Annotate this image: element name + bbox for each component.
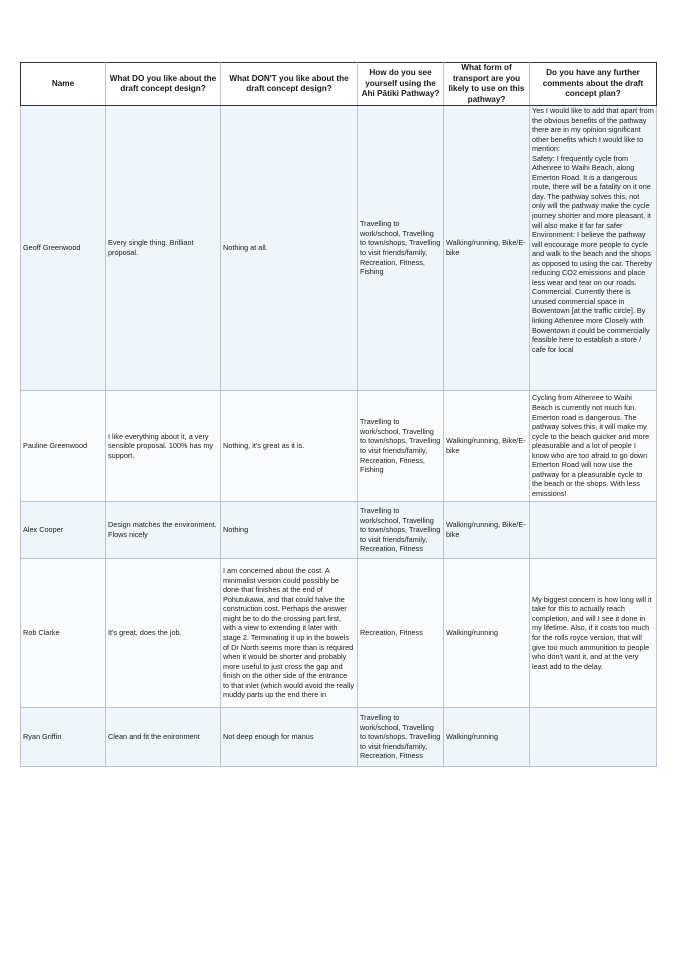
cell-text: Walking/running — [446, 732, 499, 742]
header-transport: What form of transport are you likely to use on this pathway? — [444, 63, 530, 106]
cell-text: Design matches the environment. Flows nicely — [108, 520, 217, 539]
cell-text: I like everything about it, a very sensible proposal. 100% has my support. — [108, 431, 214, 460]
cell-text: Rob Clarke — [23, 628, 60, 638]
cell-text: Walking/running, Bike/E-bike — [446, 436, 526, 455]
cell-text: Alex Cooper — [23, 525, 64, 535]
cell-dislike — [221, 391, 358, 502]
cell-text: Nothing — [223, 525, 249, 535]
cell-usage — [358, 502, 444, 559]
cell-text: Walking/running, Bike/E-bike — [446, 238, 526, 257]
table-row — [21, 559, 657, 708]
cell-usage — [358, 708, 444, 767]
cell-like — [106, 708, 221, 767]
cell-transport — [444, 708, 530, 767]
cell-dislike — [221, 559, 358, 708]
cell-like — [106, 559, 221, 708]
cell-dislike — [221, 502, 358, 559]
cell-like — [106, 106, 221, 391]
cell-usage — [358, 391, 444, 502]
header-name: Name — [21, 63, 106, 106]
cell-like — [106, 502, 221, 559]
cell-text: Geoff Greenwood — [23, 243, 81, 253]
cell-comments — [530, 391, 657, 502]
table-row — [21, 106, 657, 391]
cell-text: Travelling to work/school, Travelling to town/shops, Travelling to visit friends/family, Recreation, Fitness, Fishing — [360, 417, 441, 475]
header-comments: Do you have any further comments about the draft concept plan? — [530, 63, 657, 106]
cell-usage — [358, 106, 444, 391]
cell-transport — [444, 106, 530, 391]
cell-text: Cycling from Athenree to Waihi Beach is currently not much fun. Emerton road is dangerous. The pathway solves this, it will make my cycle to the beach quicker and more pleasurable and a lot of people I know who are too afraid to go down Emerton Road will now use the pathway for a pleasurable cycle to the beach or the shops. With less emissions! — [532, 393, 650, 498]
cell-usage — [358, 559, 444, 708]
cell-text: Travelling to work/school, Travelling to town/shops, Travelling to visit friends/family, Recreation, Fitness — [360, 713, 441, 761]
cell-text: Recreation, Fitness — [360, 628, 423, 638]
cell-text: Nothing at all. — [223, 243, 268, 253]
cell-comments — [530, 708, 657, 767]
cell-text: My biggest concern is how long will it take for this to actually reach completion, and will I see it done in my lifetime. Also, if it costs too much for the rolls royce version, that will give too much ammunition to people who don't want it, and at the very least add to the delay. — [532, 594, 652, 671]
cell-transport — [444, 559, 530, 708]
cell-text: Travelling to work/school, Travelling to town/shops, Travelling to visit friends/family, Recreation, Fitness, Fishing — [360, 219, 441, 277]
cell-transport — [444, 391, 530, 502]
cell-text: It's great, does the job. — [108, 628, 182, 638]
cell-text: Travelling to work/school, Travelling to town/shops, Travelling to visit friends/family, Recreation, Fitness — [360, 506, 441, 554]
header-dislike: What DON'T you like about the draft concept design? — [221, 63, 358, 106]
table-row — [21, 391, 657, 502]
submissions-table — [20, 62, 657, 767]
cell-comments — [530, 559, 657, 708]
cell-text: Walking/running, Bike/E-bike — [446, 520, 526, 539]
cell-text: Ryan Griffin — [23, 732, 62, 742]
header-like: What DO you like about the draft concept design? — [106, 63, 221, 106]
table-row — [21, 502, 657, 559]
cell-text: Every single thing. Brilliant proposal. — [108, 238, 194, 257]
header-row — [21, 63, 657, 106]
cell-text: I am concerned about the cost. A minimalist version could possibly be done that finishes at the end of Pohutukawa, and that could halve the construction cost. Perhaps the answer might be to do the crossing part first, with a view to extending it later with stage 2. Terminating it up in the bowels of Dr North seems more than is required when it would be shorter and probably more useful to just cross the gap and finish on the other side of the entrance to that inlet (which would avoid the really muddy parts up the end there in — [223, 566, 355, 700]
cell-name — [21, 708, 106, 767]
cell-dislike — [221, 106, 358, 391]
cell-text: Nothing, it's great as it is. — [223, 441, 305, 451]
cell-name — [21, 391, 106, 502]
cell-comments — [530, 502, 657, 559]
cell-name — [21, 106, 106, 391]
header-usage: How do you see yourself using the Ahi Pātiki Pathway? — [358, 63, 444, 106]
cell-like — [106, 391, 221, 502]
cell-text: Pauline Greenwood — [23, 441, 88, 451]
cell-text: Walking/running — [446, 628, 499, 638]
cell-comments — [530, 106, 657, 391]
cell-name — [21, 559, 106, 708]
cell-text: Clean and fit the enironment — [108, 732, 200, 742]
cell-name — [21, 502, 106, 559]
table-row — [21, 708, 657, 767]
cell-text: Not deep enough for manus — [223, 732, 314, 742]
cell-text: Yes I would like to add that apart from the obvious benefits of the pathway there are in my opinion significant other benefits which I would like to mention: Safety: I frequently cycle from Athenree to Waihi Beach, along Emerton Road. It is a dangerous route, there will be a fatality on it one day. The pathway solves this, not only will the pathway make the cycle journey shorter and more pleasant, it will also make it far far safer Environment: I believe the pathway will encourage more people to cycle and walk to the beach and the shops as opposed to using the car. Thereby reducing CO2 emissions and place less wear and tear on our roads. Commercial. Currently there is unused commercial space in Bowentown [at the traffic circle]. By linking Athenree more Closely with Bowentown it could be commercially feasible here to establish a store / cafe for local — [532, 106, 654, 354]
cell-dislike — [221, 708, 358, 767]
cell-transport — [444, 502, 530, 559]
